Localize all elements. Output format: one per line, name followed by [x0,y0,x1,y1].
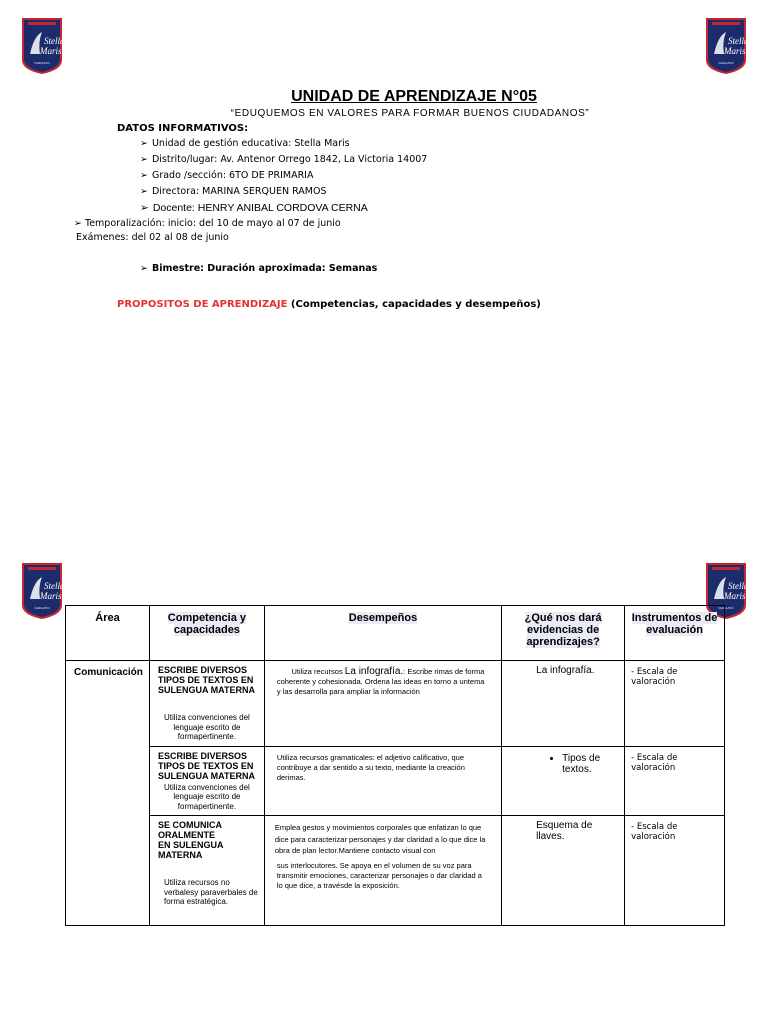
svg-text:Stella: Stella [728,581,748,591]
evidencia-cell: La infografía. [502,661,625,747]
svg-text:Stella: Stella [44,36,64,46]
temporalizacion: ➢ Temporalización: inicio: del 10 de mayo al 07 de junio [74,218,341,229]
datos-item: ➢ Grado /sección: 6TO DE PRIMARIA [140,170,314,181]
instrumento-cell: - Escala de valoración [625,816,725,926]
examenes: Exámenes: del 02 al 08 de junio [76,232,229,243]
svg-text:CHICLAYO: CHICLAYO [718,61,734,65]
arrow-bullet-icon: ➢ [74,218,82,229]
arrow-bullet-icon: ➢ [140,186,148,197]
table-row [66,816,725,926]
column-header: Área [66,606,150,661]
datos-heading: DATOS INFORMATIVOS: [117,123,249,134]
competencia-cell: ESCRIBE DIVERSOS TIPOS DE TEXTOS EN SULENGUA MATERNA Utiliza convenciones del lenguaje escrito de formapertinente. [149,661,264,747]
competencia-cell: ESCRIBE DIVERSOS TIPOS DE TEXTOS EN SULENGUA MATERNA Utiliza convenciones del lenguaje escrito de formapertinente. [149,746,264,816]
shield-icon [704,16,748,76]
table-row [66,746,725,816]
desempeno-cell: Utiliza recursos La infografía.: Escribe rimas de forma coherente y cohesionada. Ordena las ideas en torno a untema y las desarrolla para ampliar la información [264,661,501,747]
table-header-row [66,606,725,661]
svg-text:Maris: Maris [40,46,62,56]
instrumento-cell: - Escala de valoración [625,661,725,747]
datos-item: ➢ Unidad de gestión educativa: Stella Maris [140,138,350,149]
svg-text:Maris: Maris [724,591,746,601]
arrow-bullet-icon: ➢ [140,263,148,274]
svg-text:Stella: Stella [728,36,748,46]
instrumento-cell: - Escala de valoración [625,746,725,816]
page-subtitle: “EDUQUEMOS EN VALORES PARA FORMAR BUENOS CIUDADANOS” [230,108,590,119]
competencia-cell: SE COMUNICA ORALMENTE EN SULENGUA MATERNA Utiliza recursos no verbalesy paraverbales de forma estratégica. [149,816,264,926]
svg-text:CHICLAYO: CHICLAYO [34,61,50,65]
evidencia-cell [502,746,625,816]
school-logo [20,561,64,621]
propositos-table [65,605,725,926]
arrow-bullet-icon: ➢ [140,154,148,165]
bimestre: ➢ Bimestre: Duración aproximada: Semanas [140,263,378,274]
svg-text:CHICLAYO: CHICLAYO [34,606,50,610]
evidencia-cell: Esquema de llaves. [502,816,625,926]
column-header: Desempeños [264,606,501,661]
page-title: UNIDAD DE APRENDIZAJE N°05 [291,88,537,105]
school-logo [704,16,748,76]
arrow-bullet-icon: ➢ [140,138,148,149]
datos-item: ➢ Docente: HENRY ANIBAL CORDOVA CERNA [140,202,368,214]
propositos-heading: PROPOSITOS DE APRENDIZAJE (Competencias, capacidades y desempeños) [117,299,541,310]
desempeno-cell: Utiliza recursos gramaticales: el adjetivo calificativo, que contribuye a dar sentido a su texto, mediante la creación derimas. [264,746,501,816]
table-row [66,661,725,747]
list-item: • Tipos de textos. [562,753,624,775]
arrow-bullet-icon: ➢ [140,202,149,214]
school-logo [20,16,64,76]
svg-text:Maris: Maris [724,46,746,56]
svg-text:Maris: Maris [40,591,62,601]
shield-icon [20,561,64,621]
datos-item: ➢ Distrito/lugar: Av. Antenor Orrego 1842, La Victoria 14007 [140,154,428,165]
svg-text:CHICLAYO: CHICLAYO [718,606,734,610]
shield-icon [20,16,64,76]
area-cell: Comunicación [66,661,150,926]
column-header: ¿Qué nos dará evidencias de aprendizajes? [502,606,625,661]
arrow-bullet-icon: ➢ [140,170,148,181]
column-header: Competencia y capacidades [149,606,264,661]
column-header: Instrumentos de evaluación [625,606,725,661]
svg-text:Stella: Stella [44,581,64,591]
desempeno-cell: Emplea gestos y movimientos corporales que enfatizan lo que dice para caracterizar personajes y dar claridad a lo que dice la obra de plan lector.Mantiene contacto visual con sus interlocutores. Se apoya en el volumen de su voz para transmitir emociones, caracterizar personajes o dar claridad a lo que dice, a travésde la exposición. [264,816,501,926]
datos-item: ➢ Directora: MARINA SERQUEN RAMOS [140,186,327,197]
